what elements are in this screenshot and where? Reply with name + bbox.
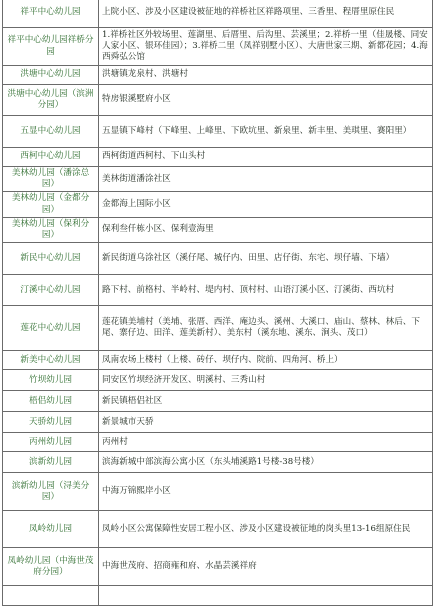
service-area-cell: 上院小区、涉及小区建设被征地的祥桥社区祥路项里、三香里、程厝里原住民: [99, 0, 433, 28]
kindergarten-name-cell: 西柯中心幼儿园: [3, 148, 99, 167]
table-row: [3, 116, 433, 148]
service-area-cell: 中海世茂府、招商雍和府、水晶芸溪祥府: [99, 548, 433, 586]
kindergarten-district-table: [2, 0, 433, 606]
kindergarten-name-cell: 洪塘中心幼儿园（滨洲分园）: [3, 85, 99, 116]
table-row: [3, 306, 433, 351]
table-row: [3, 28, 433, 66]
table-row: [3, 511, 433, 548]
table-row: [3, 370, 433, 391]
table-row: [3, 192, 433, 217]
kindergarten-name-cell: 莲花中心幼儿园: [3, 306, 99, 351]
table-row: [3, 433, 433, 452]
table-row: [3, 473, 433, 511]
table-row: [3, 243, 433, 275]
kindergarten-name-cell: 新美中心幼儿园: [3, 351, 99, 370]
table-row: [3, 148, 433, 167]
service-area-cell: 新景城市天骄: [99, 412, 433, 433]
kindergarten-name-cell: 滨新幼儿园（浔美分园）: [3, 473, 99, 511]
kindergarten-name-cell: 汀溪中心幼儿园: [3, 275, 99, 306]
service-area-cell: 西柯街道西柯村、下山头村: [99, 148, 433, 167]
service-area-cell: 凤岭小区公寓保障性安居工程小区、涉及小区建设被征地的岗头里13-16组原住民: [99, 511, 433, 548]
kindergarten-name-cell: 凤岭幼儿园（中海世茂府分园）: [3, 548, 99, 586]
service-area-cell: 丙州村: [99, 433, 433, 452]
table-row: [3, 0, 433, 28]
kindergarten-name-cell: 祥平中心幼儿园祥桥分园: [3, 28, 99, 66]
table-row: [3, 85, 433, 116]
table-row: [3, 452, 433, 473]
table-row: [3, 167, 433, 192]
kindergarten-name-cell: 凤岭幼儿园: [3, 511, 99, 548]
service-area-cell: 新民街道乌涂社区（溪仔尾、城仔内、田里、店仔街、东宅、坝仔墙、下墙）: [99, 243, 433, 275]
kindergarten-name-cell: 五显中心幼儿园: [3, 116, 99, 148]
table-row: [3, 391, 433, 412]
service-area-cell: 莲花镇美埔村（美埔、张厝、西洋、庵边头、溪州、大溪口、庙山、蔡林、林后、下尾、寨仔边、田洋、莲美新村）、美东村（溪东地、溪东、涧头、茂口）: [99, 306, 433, 351]
kindergarten-name-cell: 天骄幼儿园: [3, 412, 99, 433]
service-area-cell: 1.祥桥社区外较场里、莲湖里、后厝里、后沟里、芸溪里；2.祥桥一里（佳晟楼、同安人家小区、银环佳园）；3.祥桥二里（凤祥别墅小区）、大唐世家三期、新都花园；4.海西舜弘公馆: [99, 28, 433, 66]
table-row: [3, 217, 433, 242]
table-row: [3, 351, 433, 370]
kindergarten-name-cell: 竹坝幼儿园: [3, 370, 99, 391]
service-area-cell: 路下村、前格村、半岭村、堤内村、顶村村、山语汀溪小区、汀溪街、西坑村: [99, 275, 433, 306]
kindergarten-name-cell: 美林幼儿园（金都分园）: [3, 192, 99, 217]
kindergarten-name-cell: [3, 586, 99, 606]
kindergarten-name-cell: 祥平中心幼儿园: [3, 0, 99, 28]
kindergarten-name-cell: 滨新幼儿园: [3, 452, 99, 473]
service-area-cell: 保利叁仟栋小区、保利壹海里: [99, 217, 433, 242]
kindergarten-name-cell: 梧侣幼儿园: [3, 391, 99, 412]
service-area-cell: 凤南农场上楼村（上楼、砖仔、坝仔内、院前、四角河、桥上）: [99, 351, 433, 370]
service-area-cell: 滨海新城中部滨海公寓小区（东头埔溪路1号楼-38号楼）: [99, 452, 433, 473]
table-row: [3, 66, 433, 85]
table-row: [3, 275, 433, 306]
kindergarten-name-cell: 丙州幼儿园: [3, 433, 99, 452]
service-area-cell: 美林街道潘涂社区: [99, 167, 433, 192]
table-body: [3, 0, 433, 606]
service-area-cell: 洪塘镇龙泉村、洪塘村: [99, 66, 433, 85]
service-area-cell: 中海万锦熙岸小区: [99, 473, 433, 511]
table-row: [3, 412, 433, 433]
table-row: [3, 548, 433, 586]
kindergarten-name-cell: 洪塘中心幼儿园: [3, 66, 99, 85]
kindergarten-name-cell: 美林幼儿园（保利分园）: [3, 217, 99, 242]
kindergarten-name-cell: 新民中心幼儿园: [3, 243, 99, 275]
service-area-cell: 特房银溪墅府小区: [99, 85, 433, 116]
table-row: [3, 586, 433, 606]
service-area-cell: 同安区竹坝经济开发区、明溪村、三秀山村: [99, 370, 433, 391]
kindergarten-name-cell: 美林幼儿园（潘涂总园）: [3, 167, 99, 192]
service-area-cell: [99, 586, 433, 606]
service-area-cell: 五显镇下峰村（下峰里、上峰里、下欧坑里、新泉里、新丰里、美琪里、赛阳里）: [99, 116, 433, 148]
service-area-cell: 金都海上国际小区: [99, 192, 433, 217]
service-area-cell: 新民镇梧侣社区: [99, 391, 433, 412]
